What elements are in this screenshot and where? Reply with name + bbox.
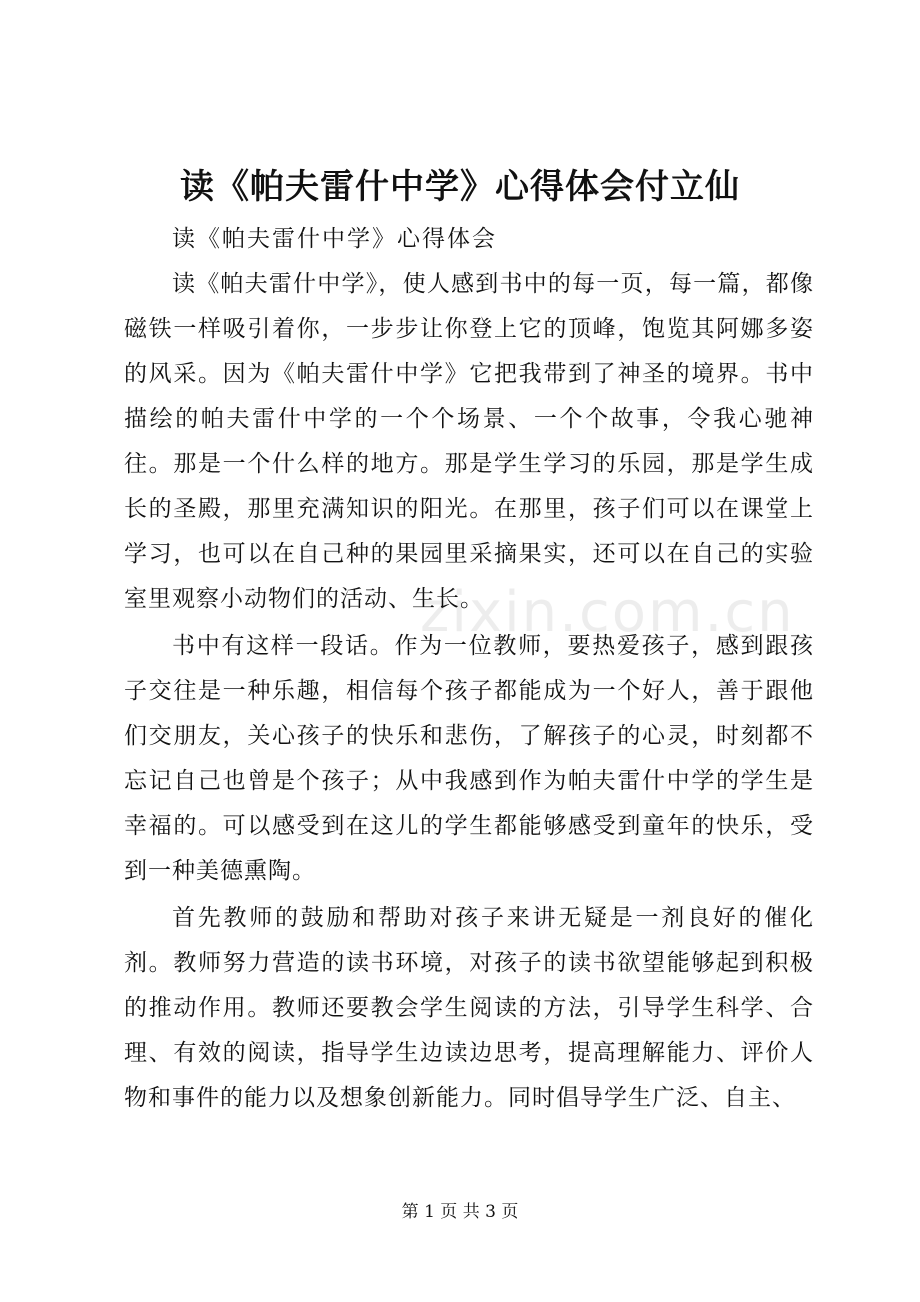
paragraph: 首先教师的鼓励和帮助对孩子来讲无疑是一剂良好的催化剂。教师努力营造的读书环境，对孩子的读书欲望能够起到积极的推动作用。教师还要教会学生阅读的方法，引导学生科学、合理、有效的阅读，指导学生边读边思考，提高理解能力、评价人物和事件的能力以及想象创新能力。同时倡导学生广泛、自主、: [124, 905, 814, 1111]
document-body: [124, 262, 814, 1123]
watermark: zixin.com.cn: [420, 580, 795, 645]
paragraph: 书中有这样一段话。作为一位教师，要热爱孩子，感到跟孩子交往是一种乐趣，相信每个孩子都能成为一个好人，善于跟他们交朋友，关心孩子的快乐和悲伤，了解孩子的心灵，时刻都不忘记自己也曾是个孩子；从中我感到作为帕夫雷什中学的学生是幸福的。可以感受到在这儿的学生都能够感受到童年的快乐，受到一种美德熏陶。: [124, 633, 814, 884]
page-footer: 第 1 页 共 3 页: [401, 1202, 519, 1222]
paragraph: 读《帕夫雷什中学》，使人感到书中的每一页，每一篇，都像磁铁一样吸引着你，一步步让你登上它的顶峰，饱览其阿娜多姿的风采。因为《帕夫雷什中学》它把我带到了神圣的境界。书中描绘的帕夫雷什中学的一个个场景、一个个故事，令我心驰神往。那是一个什么样的地方。那是学生学习的乐园，那是学生成长的圣殿，那里充满知识的阳光。在那里，孩子们可以在课堂上学习，也可以在自己种的果园里采摘果实，还可以在自己的实验室里观察小动物们的活动、生长。: [124, 271, 814, 612]
document-subtitle: 读《帕夫雷什中学》心得体会: [172, 226, 497, 252]
document-title: 读《帕夫雷什中学》心得体会付立仙: [180, 167, 740, 207]
